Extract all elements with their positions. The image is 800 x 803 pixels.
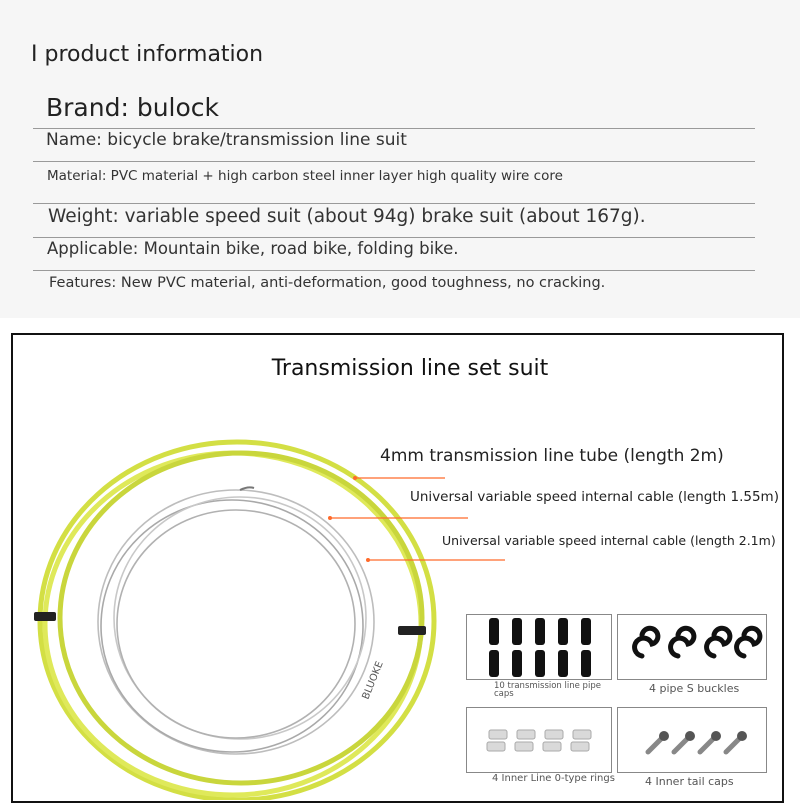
section-title: I product information xyxy=(31,42,264,67)
tail-caps-box xyxy=(617,707,767,773)
tail-caps-caption: 4 Inner tail caps xyxy=(645,775,734,788)
tail-cap-icon xyxy=(618,708,768,774)
tube-print: BLUOKE xyxy=(360,659,386,702)
o-ring-icon xyxy=(467,708,613,774)
name-line: Name: bicycle brake/transmission line suit xyxy=(46,130,407,150)
s-buckle-icon xyxy=(618,615,768,681)
features-line: Features: New PVC material, anti-deformation, good toughness, no cracking. xyxy=(49,275,606,291)
housing-tube xyxy=(40,442,434,800)
cable2-label: Universal variable speed internal cable (length 2.1m) xyxy=(442,533,776,548)
o-rings-box xyxy=(466,707,612,773)
applicable-line: Applicable: Mountain bike, road bike, folding bike. xyxy=(47,239,459,258)
s-buckles-box xyxy=(617,614,767,680)
weight-line: Weight: variable speed suit (about 94g) brake suit (about 167g). xyxy=(48,206,646,227)
tube-label: 4mm transmission line tube (length 2m) xyxy=(380,446,724,466)
inner-cables xyxy=(98,490,374,754)
o-rings-caption: 4 Inner Line 0-type rings xyxy=(492,773,615,784)
cable-end xyxy=(240,487,254,490)
pipe-caps-caption: 10 transmission line pipe caps xyxy=(494,681,601,699)
cable-tie-right xyxy=(398,626,426,635)
panel-title: Transmission line set suit xyxy=(271,356,549,381)
s-buckles-caption: 4 pipe S buckles xyxy=(649,682,740,695)
brand-line: Brand: bulock xyxy=(46,93,220,122)
cable-tie-left xyxy=(34,612,56,621)
cable1-label: Universal variable speed internal cable (length 1.55m) xyxy=(410,489,779,505)
material-line: Material: PVC material + high carbon steel inner layer high quality wire core xyxy=(47,168,563,184)
pipe-caps-icon xyxy=(467,615,613,681)
pipe-caps-box xyxy=(466,614,612,680)
